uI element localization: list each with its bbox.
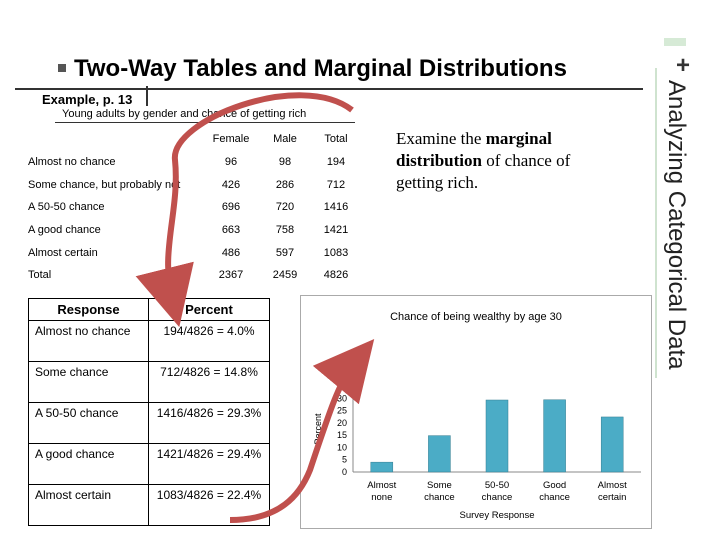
percent-cell: 1416/4826 = 29.3%: [149, 403, 270, 444]
caption-rule: [55, 122, 355, 123]
y-tick-label: 25: [336, 405, 347, 416]
response-cell: Some chance: [29, 362, 149, 403]
side-rule: [655, 68, 657, 378]
cell-female: 96: [224, 156, 238, 169]
cell-male: 597: [275, 246, 295, 259]
table-total-row: [24, 264, 362, 287]
percent-cell: 1083/4826 = 22.4%: [149, 485, 270, 526]
cell-total: 4826: [323, 269, 349, 282]
bar: [601, 417, 623, 472]
row-label: Almost certain: [28, 246, 98, 259]
col-header-response: Response: [29, 299, 149, 321]
y-tick-label: 20: [336, 417, 347, 428]
y-tick-label: 5: [341, 454, 347, 465]
cell-male: 758: [275, 224, 295, 237]
cell-female: 696: [221, 201, 241, 214]
table-header-row: [24, 128, 362, 151]
table-row: [24, 196, 362, 219]
bar: [486, 400, 508, 472]
y-axis-label: Percent: [313, 413, 323, 445]
marginal-row: [29, 444, 270, 485]
response-cell: Almost no chance: [29, 321, 149, 362]
bar: [544, 400, 566, 472]
cell-total: 1421: [323, 224, 349, 237]
x-tick-label: Good: [542, 480, 567, 491]
y-tick-label: 15: [336, 430, 347, 441]
table-row: [24, 151, 362, 174]
y-tick-label: 10: [336, 442, 347, 453]
cell-female: 426: [221, 178, 241, 191]
cell-male: 98: [278, 156, 292, 169]
marginal-row: [29, 485, 270, 526]
x-axis-label: Survey Response: [459, 510, 535, 521]
x-tick-label: certain: [597, 492, 627, 503]
table-row: [24, 241, 362, 264]
x-tick-label: Some: [426, 480, 452, 491]
examine-note: [396, 128, 621, 194]
x-tick-label: Almost: [597, 480, 627, 491]
x-tick-label: 50-50: [484, 480, 510, 491]
examine-bold: marginal distribution: [396, 129, 552, 170]
x-tick-label: chance: [539, 492, 570, 503]
chart-title: Chance of being wealthy by age 30: [390, 311, 562, 323]
cell-total: 1083: [323, 246, 349, 259]
cell-male: 286: [275, 178, 295, 191]
example-divider: [146, 86, 148, 106]
col-header-male: Male: [273, 133, 297, 146]
row-label: A good chance: [28, 224, 101, 237]
row-label: Total: [28, 269, 52, 282]
cell-male: 2459: [272, 269, 298, 282]
table-row: [24, 219, 362, 242]
cell-male: 720: [275, 201, 295, 214]
bar-chart: [300, 295, 652, 529]
cell-total: 712: [326, 178, 346, 191]
bullet-icon: [58, 64, 66, 72]
x-tick-label: none: [371, 492, 393, 503]
marginal-header-row: [29, 299, 270, 321]
two-way-table: [24, 128, 362, 287]
cell-female: 486: [221, 246, 241, 259]
x-tick-label: Almost: [367, 480, 397, 491]
row-label: A 50-50 chance: [28, 201, 105, 214]
cell-total: 1416: [323, 201, 349, 214]
row-label: Almost no chance: [28, 156, 116, 169]
side-title-text: Analyzing Categorical Data: [663, 80, 690, 370]
y-tick-label: 0: [341, 467, 347, 477]
examine-pre: Examine the: [396, 129, 486, 148]
examine-post: of chance of getting rich.: [396, 151, 571, 192]
chart-canvas: [301, 296, 651, 528]
percent-cell: 1421/4826 = 29.4%: [149, 444, 270, 485]
col-header-percent: Percent: [149, 299, 270, 321]
title-underline: [15, 88, 643, 90]
decorative-stripe: [664, 38, 686, 46]
cell-female: 663: [221, 224, 241, 237]
response-cell: A 50-50 chance: [29, 403, 149, 444]
bar: [428, 436, 450, 472]
marginal-table: [28, 298, 270, 526]
table-caption: Young adults by gender and chance of getting rich: [62, 108, 307, 120]
table-row: [24, 173, 362, 196]
cell-total: 194: [326, 156, 346, 169]
col-header-total: Total: [324, 133, 348, 146]
percent-cell: 194/4826 = 4.0%: [149, 321, 270, 362]
marginal-row: [29, 321, 270, 362]
marginal-row: [29, 362, 270, 403]
side-title: [660, 80, 694, 380]
row-label: Some chance, but probably not: [28, 178, 181, 191]
col-header-female: Female: [212, 133, 250, 146]
response-cell: Almost certain: [29, 485, 149, 526]
marginal-row: [29, 403, 270, 444]
slide-title: Two-Way Tables and Marginal Distributions: [74, 55, 567, 82]
x-tick-label: chance: [424, 492, 455, 503]
y-tick-label: 30: [336, 393, 347, 404]
plus-icon: +: [676, 52, 691, 79]
cell-female: 2367: [218, 269, 244, 282]
bar: [371, 462, 393, 472]
example-label: Example, p. 13: [42, 92, 133, 107]
x-tick-label: chance: [481, 492, 513, 503]
response-cell: A good chance: [29, 444, 149, 485]
percent-cell: 712/4826 = 14.8%: [149, 362, 270, 403]
y-tick-label: 35: [336, 381, 347, 391]
